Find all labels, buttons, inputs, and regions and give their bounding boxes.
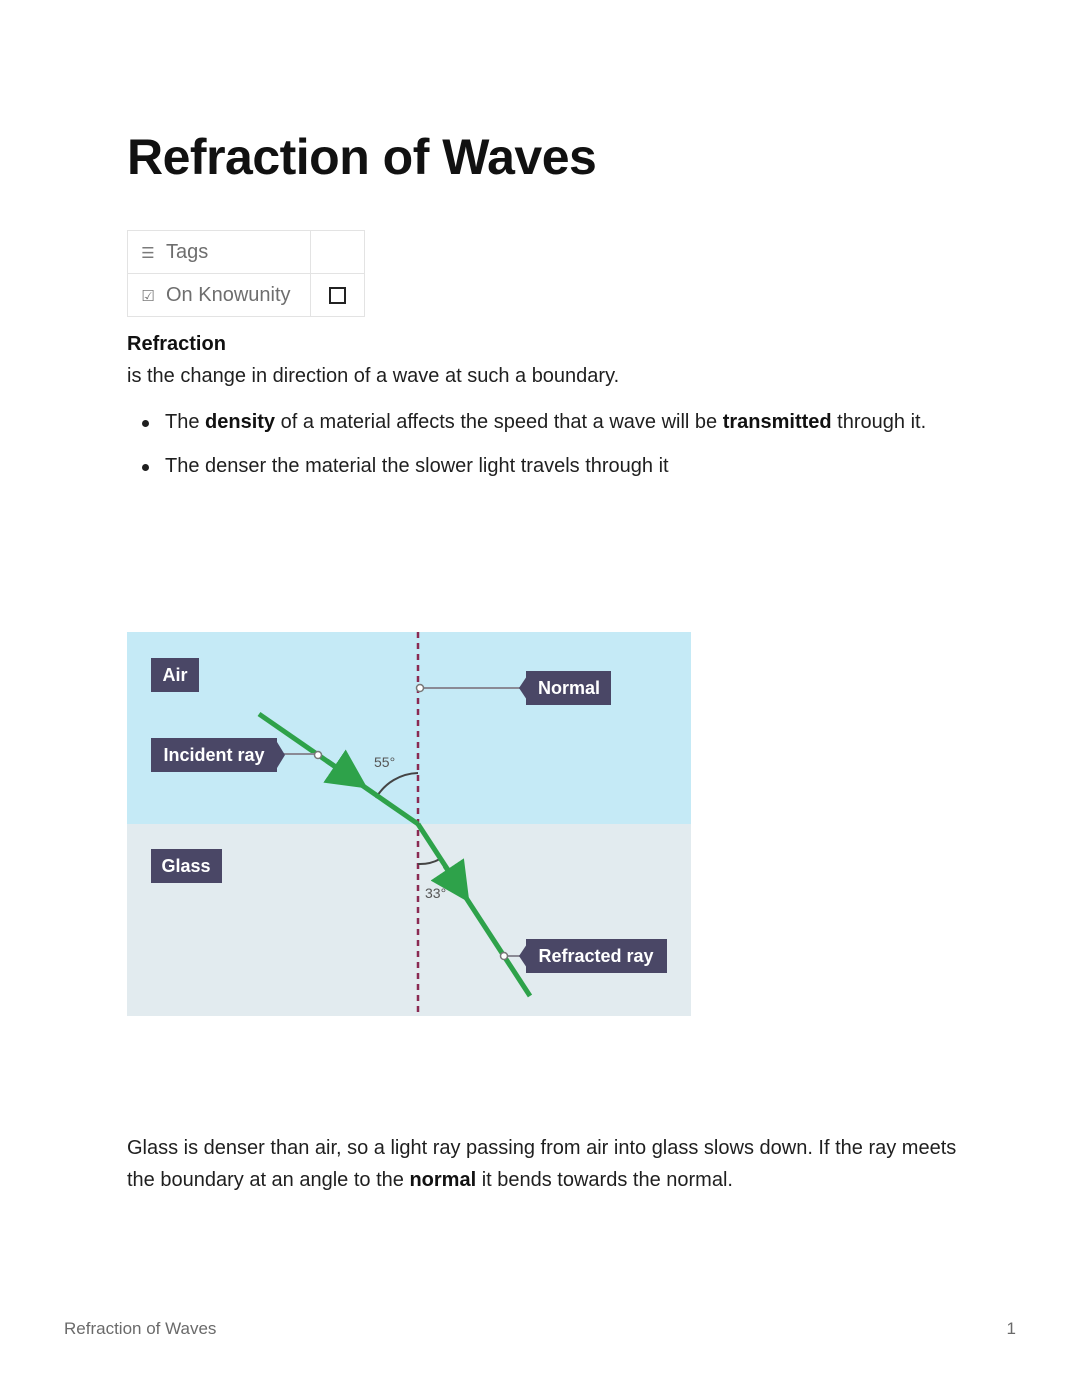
definition-text: is the change in direction of a wave at such a boundary. bbox=[127, 365, 620, 387]
normal-leader-dot bbox=[417, 685, 424, 692]
incidence-angle-value: 55° bbox=[374, 754, 396, 770]
property-row-on-knowunity bbox=[128, 274, 365, 317]
svg-text:Incident ray: Incident ray bbox=[163, 745, 265, 765]
on-knowunity-checkbox[interactable] bbox=[329, 287, 346, 304]
normal-label bbox=[519, 671, 611, 705]
bullet-list bbox=[127, 406, 967, 494]
incident-leader-dot bbox=[315, 752, 322, 759]
svg-text:Normal: Normal bbox=[537, 678, 601, 698]
property-row-tags bbox=[128, 231, 365, 274]
properties-table bbox=[127, 230, 365, 317]
property-key-on-knowunity[interactable] bbox=[128, 274, 311, 317]
footer-title: Refraction of Waves bbox=[64, 1319, 217, 1338]
svg-text:Glass: Glass bbox=[161, 856, 211, 876]
on-knowunity-value bbox=[311, 274, 365, 317]
svg-text:Air: Air bbox=[162, 665, 188, 685]
refracted-ray-label bbox=[519, 939, 667, 973]
svg-text:Refracted ray: Refracted ray bbox=[538, 946, 654, 966]
refracted-leader-dot bbox=[501, 953, 508, 960]
glass-label bbox=[151, 849, 222, 883]
refraction-angle-value: 33° bbox=[425, 885, 447, 901]
incident-ray-label bbox=[151, 738, 285, 772]
normal-term: normal bbox=[409, 1169, 477, 1191]
explanation-paragraph: Glass is denser than air, so a light ray passing from air into glass slows down. If the ray meets the boundary at an angle to the normal it bends towards the normal. bbox=[127, 1137, 957, 1191]
tags-label: Tags bbox=[166, 240, 209, 263]
page-title: Refraction of Waves bbox=[127, 129, 597, 185]
density-term: density bbox=[205, 411, 276, 433]
list-item: The denser the material the slower light travels through it bbox=[127, 450, 967, 482]
section-heading: Refraction bbox=[127, 333, 226, 355]
air-label bbox=[151, 658, 199, 692]
air-region bbox=[127, 632, 691, 824]
list-icon: ☰ bbox=[141, 244, 155, 262]
refraction-diagram bbox=[127, 632, 691, 1016]
checkbox-icon: ☑ bbox=[141, 287, 155, 305]
property-key-tags[interactable] bbox=[128, 231, 311, 274]
page-number: 1 bbox=[1006, 1319, 1016, 1338]
transmitted-term: transmitted bbox=[722, 411, 832, 433]
tags-value[interactable] bbox=[311, 231, 365, 274]
list-item: The density of a material affects the speed that a wave will be transmitted through it. bbox=[127, 406, 967, 438]
on-knowunity-label: On Knowunity bbox=[166, 283, 291, 306]
